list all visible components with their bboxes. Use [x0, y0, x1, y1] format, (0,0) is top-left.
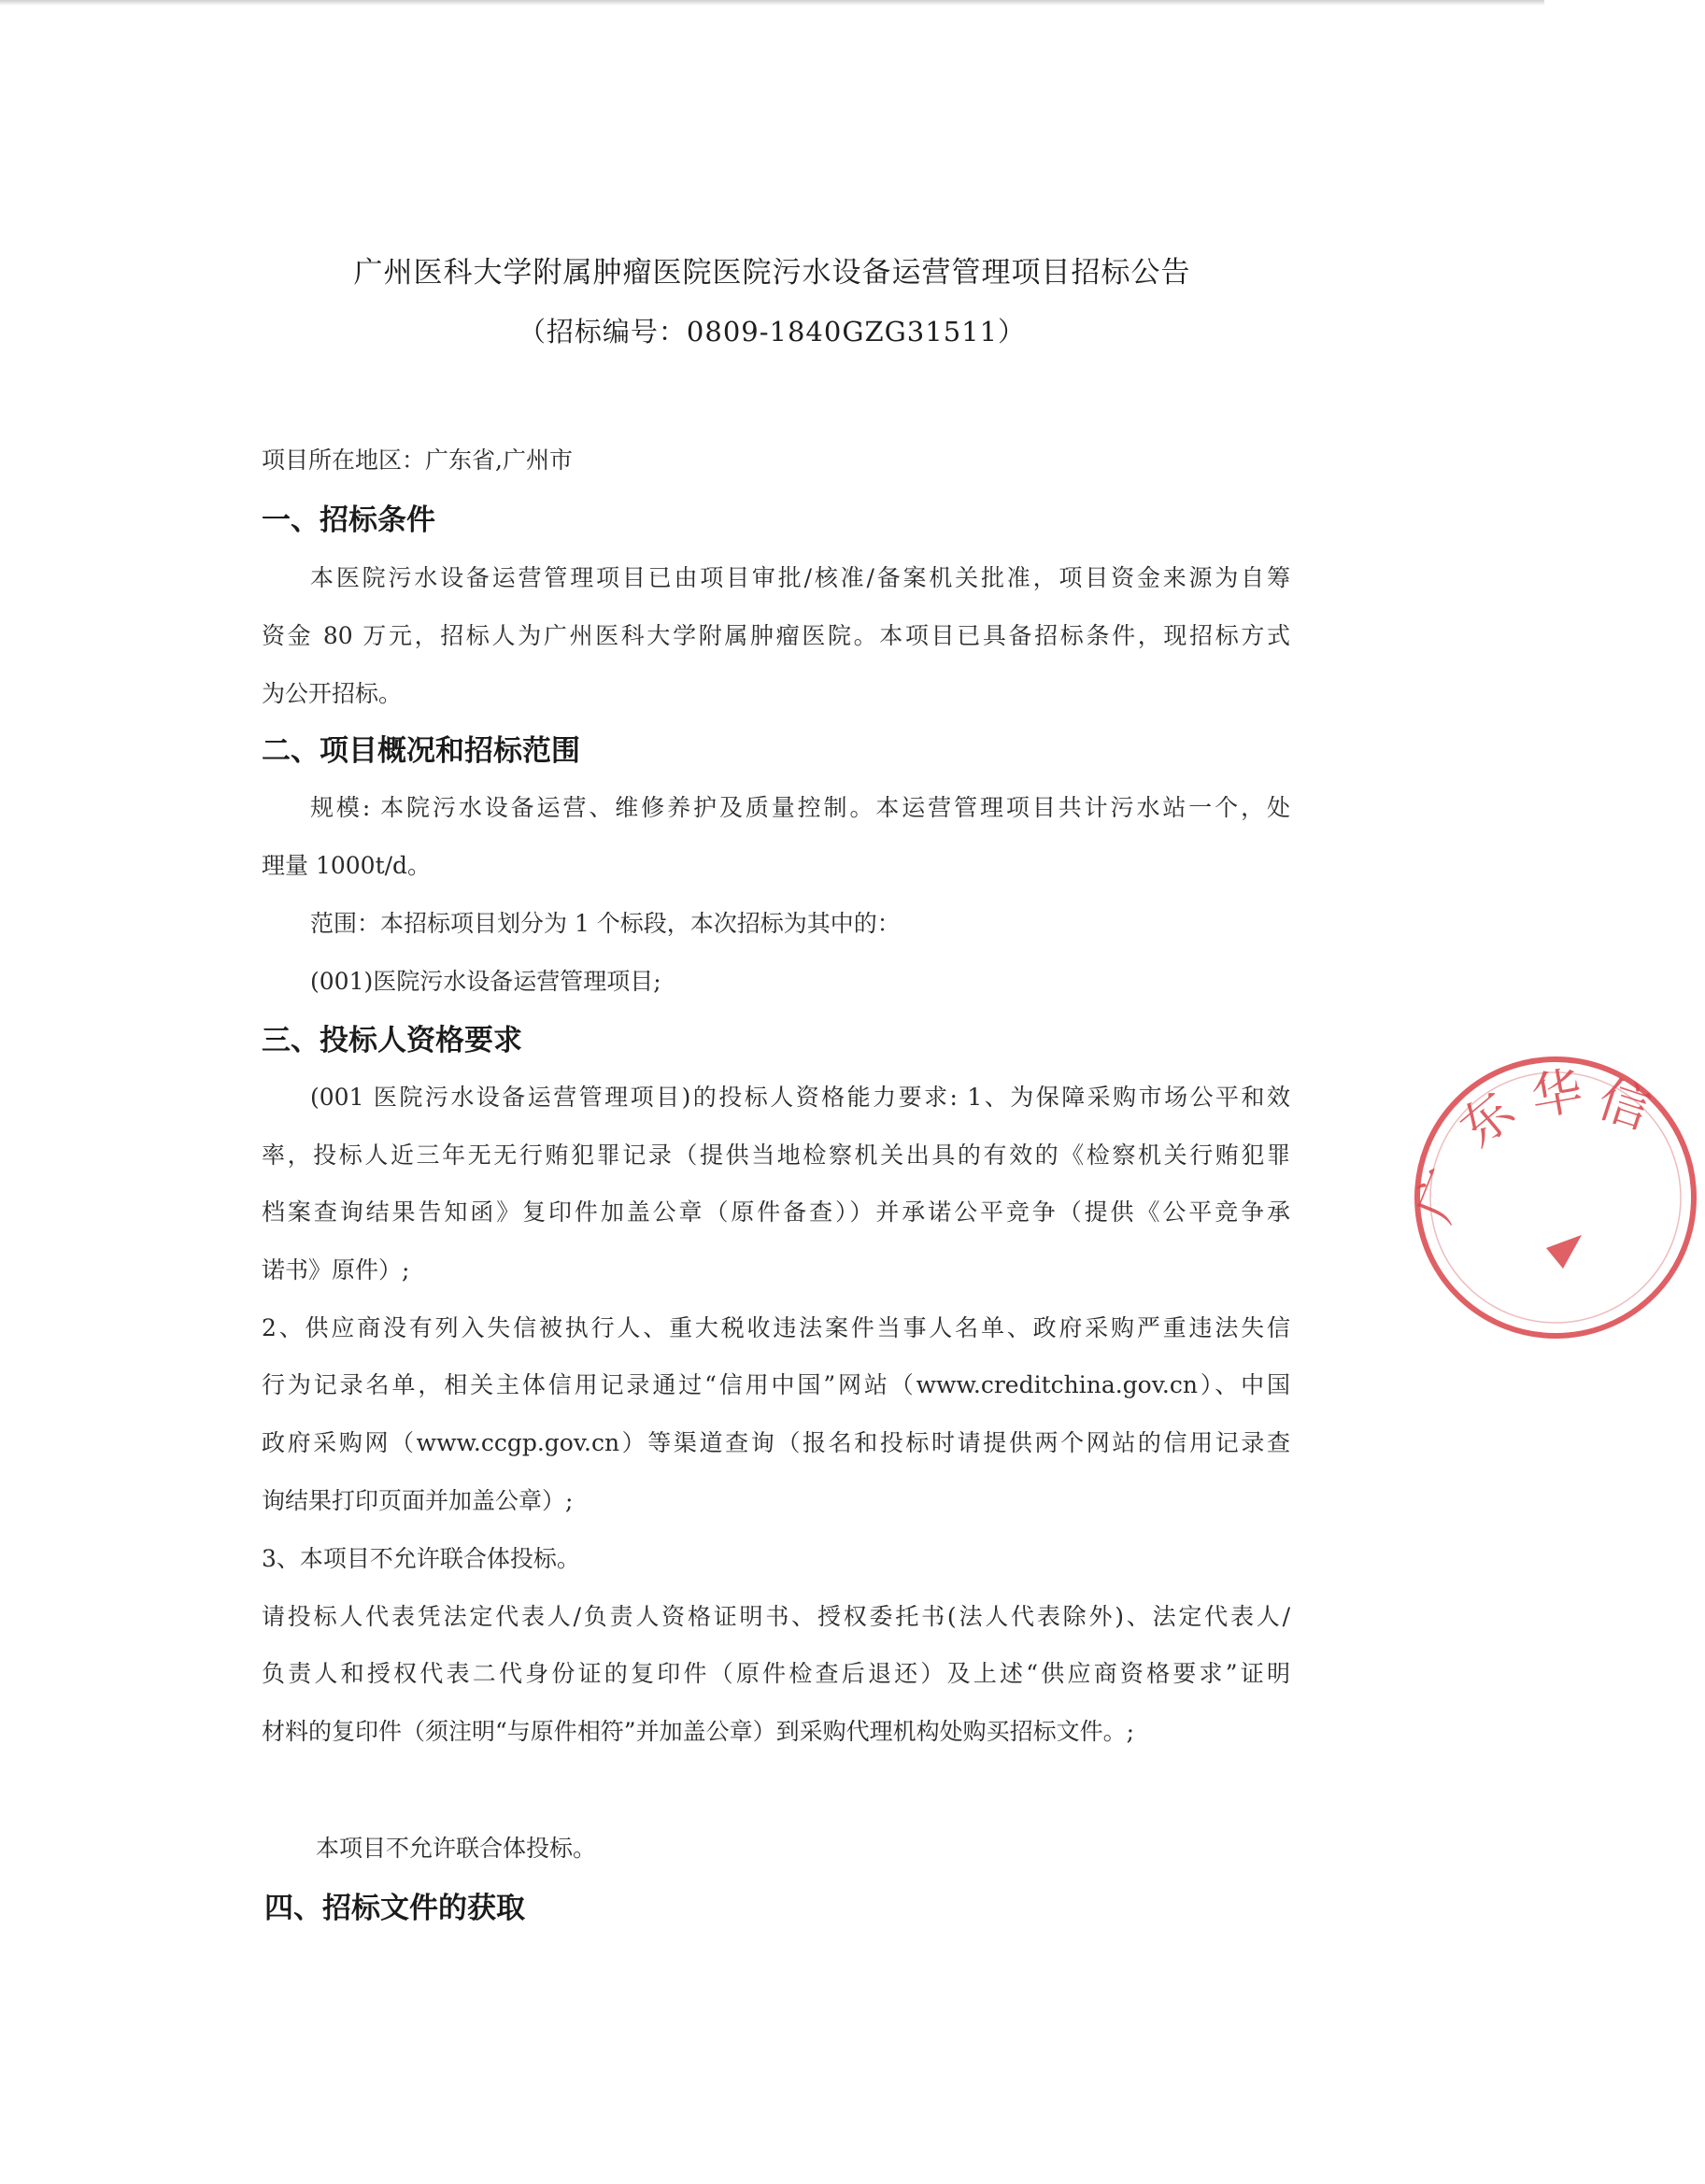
- scan-edge: [0, 0, 1544, 6]
- section-3-line-9: 3、本项目不允许联合体投标。: [262, 1545, 580, 1572]
- section-4-heading: 四、招标文件的获取: [264, 1892, 525, 1925]
- section-3-line-2: 率，投标人近三年无无行贿犯罪记录（提供当地检察机关出具的有效的《检察机关行贿犯罪: [262, 1142, 1290, 1169]
- section-1-heading: 一、招标条件: [262, 503, 435, 537]
- section-2-line-4: (001)医院污水设备运营管理项目;: [310, 968, 661, 995]
- tender-number: （招标编号：0809-1840GZG31511）: [518, 316, 1027, 347]
- official-seal: [1403, 1048, 1705, 1347]
- section-1-line-1: 本医院污水设备运营管理项目已由项目审批/核准/备案机关批准，项目资金来源为自筹: [310, 564, 1290, 591]
- section-3-heading: 三、投标人资格要求: [262, 1024, 522, 1057]
- svg-text:信: 信: [1590, 1069, 1657, 1142]
- section-3-line-10: 请投标人代表凭法定代表人/负责人资格证明书、授权委托书(法人代表除外)、法定代表人/: [262, 1603, 1290, 1630]
- section-3-line-7: 政府采购网（www.ccgp.gov.cn）等渠道查询（报名和投标时请提供两个网站的信用记录查: [262, 1429, 1290, 1456]
- section-1-line-2: 资金 80 万元，招标人为广州医科大学附属肿瘤医院。本项目已具备招标条件，现招标方式: [262, 622, 1290, 649]
- section-3-line-1: (001 医院污水设备运营管理项目)的投标人资格能力要求: 1、为保障采购市场公平和效: [310, 1084, 1290, 1111]
- section-3-line-6: 行为记录名单，相关主体信用记录通过“信用中国”网站（www.creditchina.gov.cn）、中国: [262, 1371, 1290, 1398]
- section-3-line-12: 材料的复印件（须注明“与原件相符”并加盖公章）到采购代理机构处购买招标文件。;: [262, 1718, 1134, 1745]
- section-3-line-11: 负责人和授权代表二代身份证的复印件（原件检查后退还）及上述“供应商资格要求”证明: [262, 1660, 1290, 1687]
- document-title: 广州医科大学附属肿瘤医院医院污水设备运营管理项目招标公告: [353, 256, 1191, 290]
- section-2-line-1: 规模: 本院污水设备运营、维修养护及质量控制。本运营管理项目共计污水站一个，处: [310, 794, 1290, 821]
- section-3-line-13: 本项目不允许联合体投标。: [316, 1835, 597, 1862]
- section-3-line-4: 诺书》原件）;: [262, 1256, 410, 1283]
- section-3-line-5: 2、供应商没有列入失信被执行人、重大税收违法案件当事人名单、政府采购严重违法失信: [262, 1314, 1290, 1341]
- svg-text:广: 广: [1403, 1161, 1478, 1230]
- svg-text:华: 华: [1527, 1060, 1587, 1127]
- section-3-line-3: 档案查询结果告知函》复印件加盖公章（原件备查））并承诺公平竞争（提供《公平竞争承: [262, 1198, 1290, 1226]
- section-2-heading: 二、项目概况和招标范围: [262, 734, 580, 768]
- region-line: 项目所在地区：广东省,广州市: [262, 447, 573, 474]
- section-2-line-3: 范围：本招标项目划分为 1 个标段，本次招标为其中的：: [310, 910, 901, 937]
- section-2-line-2: 理量 1000t/d。: [262, 852, 432, 879]
- section-3-line-8: 询结果打印页面并加盖公章）;: [262, 1487, 574, 1514]
- section-1-line-3: 为公开招标。: [262, 680, 403, 707]
- svg-text:东: 东: [1448, 1080, 1526, 1158]
